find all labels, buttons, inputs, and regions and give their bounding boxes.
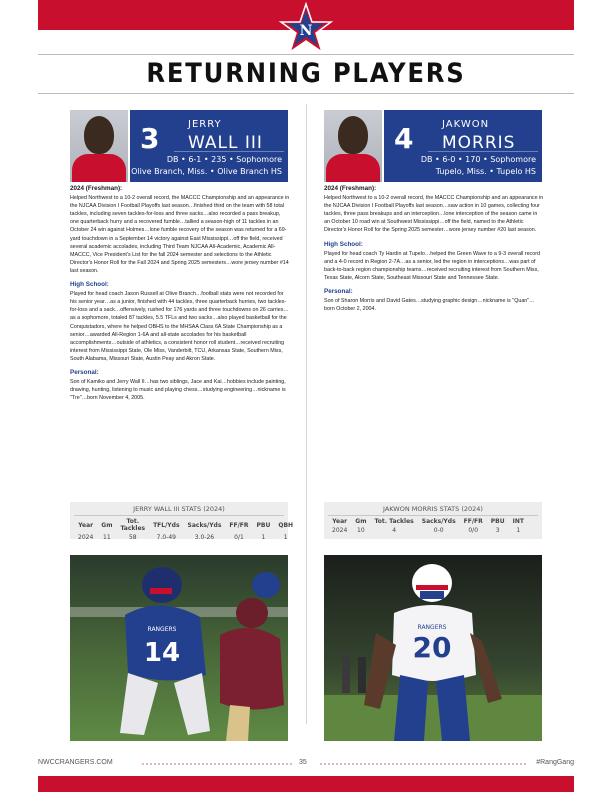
stats-cell: 2024	[332, 527, 348, 534]
player-namebox	[130, 110, 288, 182]
title-rule-top	[38, 54, 574, 55]
stats-header: Year	[332, 518, 348, 525]
stats-cell: 3.0-26	[194, 534, 215, 541]
player-namebox	[384, 110, 542, 182]
stats-header: PBU	[256, 521, 271, 529]
stats-cell: 11	[103, 534, 111, 541]
bottom-red-bar	[38, 776, 574, 792]
headshot-wall	[70, 110, 128, 182]
action-photo-morris	[324, 555, 542, 741]
stats-header: TFL/Yds	[153, 521, 180, 529]
stats-header: INT	[512, 518, 524, 525]
footer-rule-left	[142, 763, 292, 765]
stats-cell: 3	[495, 527, 500, 534]
jersey-number: 3	[140, 122, 160, 155]
action-photo-wall	[70, 555, 288, 741]
stats-cell: 0-0	[433, 527, 444, 534]
stats-cell: 0/1	[234, 534, 244, 541]
headshot-morris	[324, 110, 382, 182]
stats-cell: 7.0-49	[156, 534, 176, 541]
first-name: JAKWON	[442, 119, 490, 130]
section-text: Son of Kamiko and Jerry Wall II…has two siblings, Jace and Kai…hobbies include painting, drawing, hunting, listening to music and playing chess…studying engineering…nickname is "Tre"…born November 4, 2005.	[70, 379, 286, 402]
stats-cell: 1	[516, 527, 521, 534]
rangers-star-logo	[278, 2, 334, 58]
stats-header: Sacks/Yds	[187, 521, 222, 529]
stats-cell: 1	[283, 534, 288, 541]
first-name: JERRY	[188, 119, 222, 130]
stats-table	[74, 517, 297, 542]
footer-website: NWCCRANGERS.COM	[38, 759, 113, 766]
last-name: MORRIS	[442, 133, 516, 153]
player-hometown-line: Tupelo, Miss. • Tupelo HS	[435, 167, 536, 176]
last-name: WALL III	[188, 133, 263, 153]
section-text: Played for head coach Jason Russell at Olive Branch…football stats were not recorded for his senior year…as a junior, finished with 44 tackles, three quarterback hurries, two tackles-for-loss and a sack…offensively, rushed for 176 yards and three touchdowns on 26 carries…as a sophomore, totaled 87 tackles, 5.5 TFLs and two sacks…also played basketball for the Conquistadors, where he helped OBHS to the MHSAA Class 6A State Championship as a senior…awarded All-Region 1-6A and all-state accolades for his basketball accomplishments…outside of athletics, a consistent honor roll student…received recruiting interest from Mississippi State, Ole Miss, Vanderbilt, TCU, Arkansas State, Southern Miss, South Alabama, Missouri State, Austin Peay and Akron State.	[70, 291, 289, 362]
column-divider	[306, 104, 307, 724]
footer-rule-right	[320, 763, 528, 765]
stats-header: FF/FR	[229, 521, 249, 529]
player-card-wall	[70, 110, 288, 182]
stats-header: Tot. Tackles	[120, 518, 146, 532]
section-heading: Personal:	[70, 368, 99, 376]
stats-header: FF/FR	[463, 518, 483, 525]
stats-box-wall	[70, 502, 294, 541]
stats-cell: 58	[128, 534, 137, 541]
jersey-number-graphic: 14	[143, 638, 181, 668]
player-position-line: DB • 6-0 • 170 • Sophomore	[420, 155, 536, 164]
section-heading: High School:	[324, 240, 363, 248]
jersey-text-graphic: RANGERS	[147, 626, 177, 633]
player-card-morris	[324, 110, 542, 182]
stats-table	[328, 517, 528, 535]
section-text: Played for head coach Ty Hardin at Tupelo…helped the Green Wave to a 9-3 overall record and a 4-0 record in Region 2-7A…as a senior, led the region in interceptions…was part of back-to-back region championship teams…received recruiting interest from Southern Miss, Texas State, Alcorn State, Southeast Missouri State and Tennessee State.	[324, 250, 540, 281]
stats-cell: 10	[357, 527, 365, 534]
section-heading: 2024 (Freshman):	[324, 185, 377, 192]
stats-header: Year	[78, 521, 94, 529]
stats-caption: JAKWON MORRIS STATS (2024)	[383, 505, 483, 513]
footer-hashtag: #RangGang	[536, 759, 574, 766]
stats-header: PBU	[490, 518, 505, 525]
section-text: Helped Northwest to a 10-2 overall record, the MACCC Championship and an appearance in the NJCAA Division I Football Playoffs last season…saw action in 10 games, collecting four tackles, three pass breakups and an interception…lone interception of the season came in an October 10 road win at Southwest Mississippi…off the field, named to the Athletic Director's Honor Roll for the Spring 2025 semester…wore jersey number #20 last season.	[324, 195, 544, 234]
stats-cell: 2024	[78, 534, 94, 541]
stats-cell: 1	[261, 534, 266, 541]
logo-letter: N	[299, 23, 313, 39]
stats-header: Gm	[101, 521, 113, 529]
jersey-number: 4	[394, 122, 414, 155]
stats-cell: 4	[392, 527, 397, 534]
stats-header: QBH	[278, 521, 294, 529]
page-number: 35	[299, 759, 307, 766]
stats-caption: JERRY WALL III STATS (2024)	[133, 505, 225, 513]
stats-header: Tot. Tackles	[374, 518, 414, 525]
section-heading: 2024 (Freshman):	[70, 185, 123, 192]
bio-wall	[70, 185, 290, 402]
stats-header: Gm	[355, 518, 367, 525]
stats-header: Sacks/Yds	[421, 518, 456, 525]
page-title: RETURNING PLAYERS	[146, 58, 466, 89]
jersey-text-graphic: RANGERS	[417, 624, 447, 631]
section-heading: Personal:	[324, 288, 353, 296]
jersey-number-graphic: 20	[412, 631, 452, 664]
player-hometown-line: Olive Branch, Miss. • Olive Branch HS	[131, 167, 282, 176]
section-text: Helped Northwest to a 10-2 overall record, the MACCC Championship and an appearance in the NJCAA Division I Football Playoffs last season…finished third on the team with 58 total tackles, including seven tackles-for-loss and three sacks…also recorded a pass breakup, one quarterback hurry and a recovered fumble…tallied a season-high of 11 tackles in an October 24 win against Holmes…lone fumble recovery of the season was returned for a 69-yard touchdown in a September 14 victory against East Mississippi…off the field, received several academic accolades, including Third Team NJCAA All-Academic, Academic All-MACCC, Vice President's List for the fall 2024 semester and selections to the Athletic Director's Honor Roll for the Fall 2024 and Spring 2025 semesters…wore jersey number #14 last season.	[70, 195, 290, 274]
stats-cell: 0/0	[468, 527, 479, 534]
player-position-line: DB • 6-1 • 235 • Sophomore	[166, 155, 282, 164]
section-heading: High School:	[70, 281, 109, 289]
bio-morris	[324, 185, 544, 313]
section-text: Son of Sharon Morris and David Gates…studying graphic design…nickname is "Quan"…born October 2, 2004.	[324, 298, 535, 313]
stats-box-morris	[324, 502, 542, 539]
title-rule-bottom	[38, 93, 574, 94]
